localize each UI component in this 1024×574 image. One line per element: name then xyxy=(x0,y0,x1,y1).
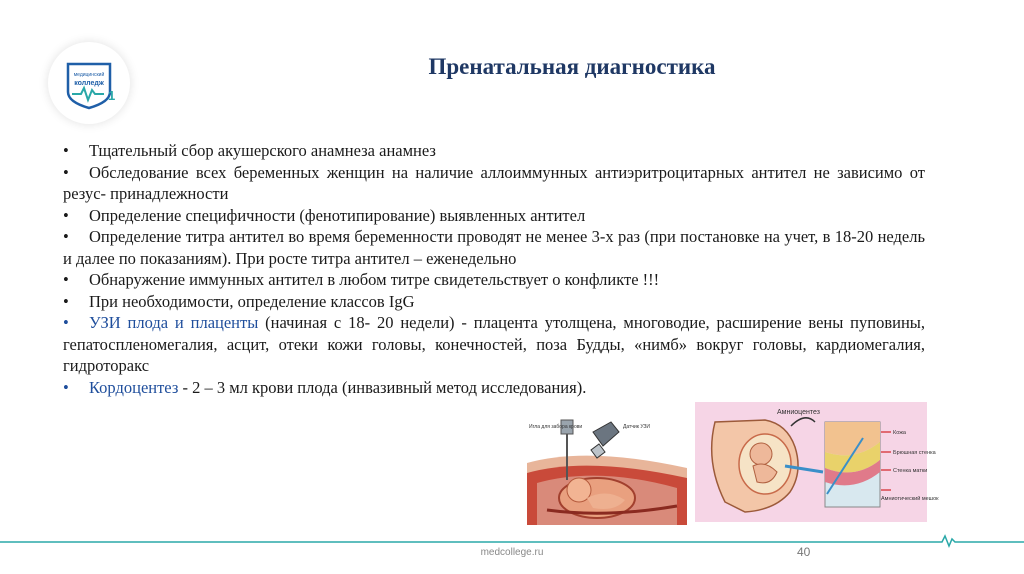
item-text: - 2 – 3 мл крови плода (инвазивный метод исследования). xyxy=(178,377,587,397)
bullet-marker: • xyxy=(63,270,69,289)
footer-heartbeat-line xyxy=(0,535,1024,547)
bullet-marker: • xyxy=(63,291,69,311)
bullet-marker: • xyxy=(63,377,69,397)
bullet-marker: • xyxy=(63,162,69,182)
label-needle: Игла для забора крови xyxy=(529,424,583,430)
logo-line2: колледж xyxy=(74,80,104,87)
logo-number: 1 xyxy=(108,88,116,103)
item-text: Определение специфичности (фенотипирование) выявленных антител xyxy=(89,205,586,225)
list-item xyxy=(63,291,925,313)
item-text: Тщательный сбор акушерского анамнеза анамнез xyxy=(89,141,436,160)
bullet-marker: • xyxy=(63,141,69,160)
list-item xyxy=(63,205,925,227)
label-probe: Датчик УЗИ xyxy=(623,424,651,430)
footer-site: medcollege.ru xyxy=(480,547,544,558)
amnio-title: Амниоцентез xyxy=(777,409,820,416)
ultrasound-probe-icon xyxy=(593,422,619,446)
logo-line1: медицинский xyxy=(73,72,105,78)
list-item xyxy=(63,140,925,162)
heartbeat-icon xyxy=(936,536,1024,546)
bullet-list xyxy=(63,140,925,398)
item-text: При необходимости, определение классов IgG xyxy=(89,291,415,311)
list-item xyxy=(63,226,925,269)
list-item xyxy=(63,377,925,399)
list-item xyxy=(63,312,925,377)
list-item xyxy=(63,162,925,205)
bullet-marker: • xyxy=(63,205,69,225)
label-abdominal-wall: Брюшная стенка xyxy=(893,450,936,456)
page-number: 40 xyxy=(797,545,811,559)
label-amniotic-sac: Амниотический мешок xyxy=(881,496,939,502)
amniocentesis-illustration xyxy=(695,402,939,522)
bullet-marker: • xyxy=(63,227,69,246)
bullet-marker: • xyxy=(63,313,69,332)
item-highlight: Кордоцентез xyxy=(89,377,179,397)
item-highlight: УЗИ плода и плаценты xyxy=(89,313,259,332)
label-uterine-wall: Стенка матки xyxy=(893,468,928,474)
page-title: Пренатальная диагностика xyxy=(428,54,716,79)
cordocentesis-illustration xyxy=(527,418,687,525)
item-text: Определение титра антител во время беременности проводят не менее 3-х раз (при постановке на учет, в 18-20 недель и далее по показаниям). При росте титра антител – еженедельно xyxy=(63,227,925,268)
label-skin: Кожа xyxy=(893,430,906,436)
item-text: Обследование всех беременных женщин на наличие аллоиммунных антиэритроцитарных антител не зависимо от резус- принадлежности xyxy=(63,162,925,203)
item-text: (начиная с 18- 20 недели) - плацента утолщена, многоводие, расширение вены пуповины, гепатоспленомегалия, асцит, отеки кожи головы, конечностей, поза Будды, «нимб» вокруг головы, кардиомегалия, гидроторакс xyxy=(63,313,926,375)
item-text: Обнаружение иммунных антител в любом титре свидетельствует о конфликте !!! xyxy=(89,270,660,289)
list-item xyxy=(63,269,925,291)
